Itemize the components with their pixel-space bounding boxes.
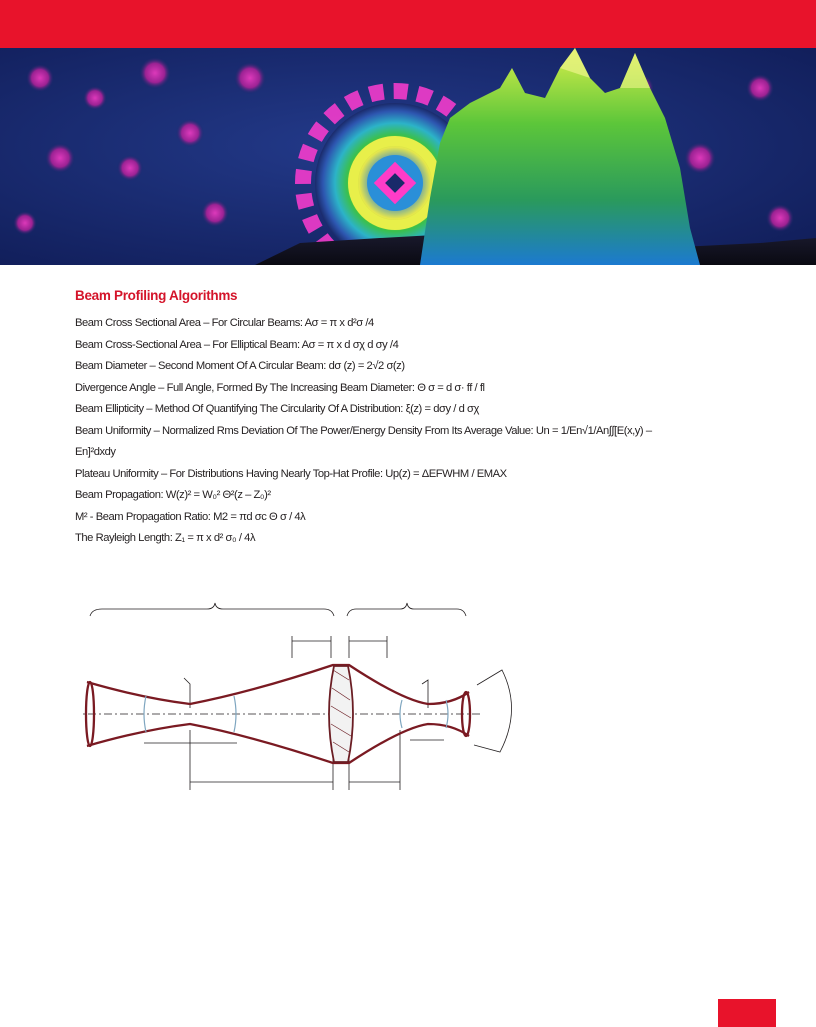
page-tab (718, 999, 776, 1027)
section-heading: Beam Profiling Algorithms (75, 288, 238, 303)
algorithm-line-2: Beam Cross-Sectional Area – For Elliptical Beam: Aσ = π x d σχ d σy /4 (75, 338, 399, 351)
algorithm-line-6: Beam Uniformity – Normalized Rms Deviation Of The Power/Energy Density From Its Average Value: Un = 1/En√1/An∫∫[E(x,y) – (75, 424, 652, 437)
algorithms-section (75, 288, 755, 550)
algorithm-line-8: Beam Propagation: W(z)² = W₀² Θ²(z – Z₀)² (75, 489, 271, 501)
algorithm-line-9: M² - Beam Propagation Ratio: M2 = πd σc Θ σ / 4λ (75, 510, 306, 523)
algorithm-line-5: Beam Ellipticity – Method Of Quantifying The Circularity Of A Distribution: ξ(z) = dσy / d σχ (75, 403, 479, 415)
lens-icon (329, 666, 353, 762)
beam-propagation-diagram (82, 600, 542, 800)
hero-image-beam-profile (0, 48, 816, 265)
algorithm-line-1: Beam Cross Sectional Area – For Circular Beams: Aσ = π x d²σ /4 (75, 317, 374, 329)
algorithm-line-6-cont: En]²dxdy (75, 446, 116, 458)
header-bar (0, 0, 816, 48)
algorithm-line-4: Divergence Angle – Full Angle, Formed By The Increasing Beam Diameter: Θ σ = d σ· ff / fl (75, 381, 485, 394)
algorithm-line-7: Plateau Uniformity – For Distributions Having Nearly Top-Hat Profile: Up(z) = ΔEFWHM / EMAX (75, 467, 507, 480)
algorithm-line-3: Beam Diameter – Second Moment Of A Circular Beam: dσ (z) = 2√2 σ(z) (75, 360, 405, 372)
algorithm-line-10: The Rayleigh Length: Z₁ = π x d² σ₀ / 4λ (75, 532, 256, 544)
